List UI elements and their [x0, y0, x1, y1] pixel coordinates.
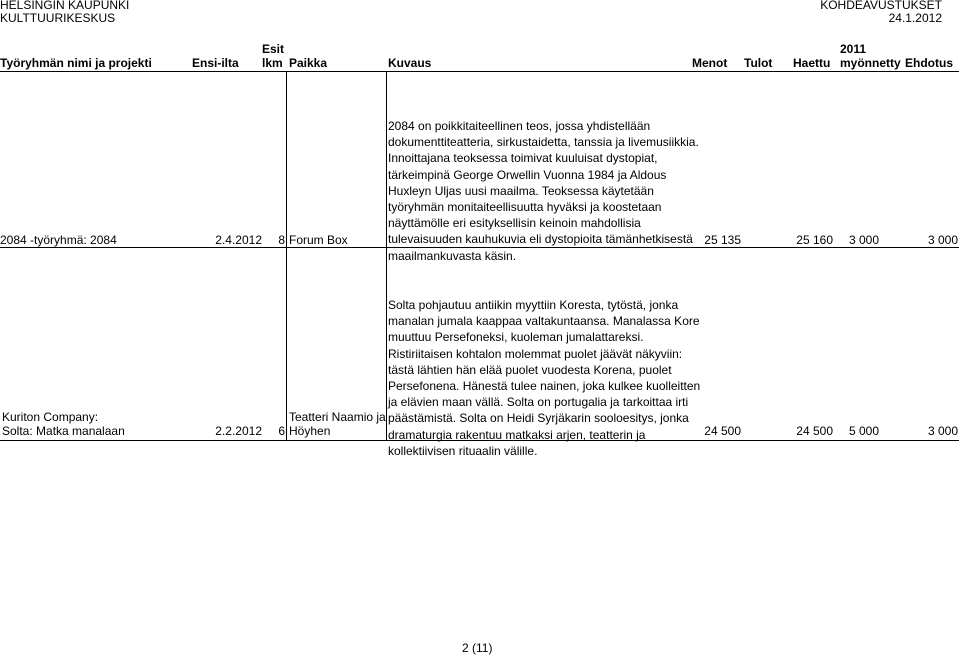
row-venue: Teatteri Naamio ja: [289, 410, 386, 424]
row-requested: 25 160: [796, 233, 833, 247]
row-performances: 6: [278, 424, 285, 438]
row-group-project: Kuriton Company:: [2, 410, 99, 424]
col-description: Kuvaus: [388, 56, 432, 70]
col-granted-top: 2011: [840, 42, 867, 56]
row-granted: 5 000: [848, 424, 879, 438]
row-performances: 8: [278, 233, 285, 247]
col-expenses: Menot: [692, 56, 728, 70]
org-name: HELSINGIN KAUPUNKI: [0, 0, 130, 12]
row-venue-line2: Höyhen: [289, 424, 331, 438]
col-performances-bottom: lkm: [262, 56, 283, 70]
row-proposal: 3 000: [927, 424, 958, 438]
col-proposal: Ehdotus: [905, 56, 953, 70]
row-expenses: 24 500: [704, 424, 741, 438]
header-bottom-border: [0, 71, 959, 72]
col-income: Tulot: [744, 56, 773, 70]
col-premiere: Ensi-ilta: [192, 56, 239, 70]
description-left-border: [386, 71, 387, 440]
col-requested: Haettu: [793, 56, 831, 70]
row-venue: Forum Box: [289, 233, 348, 247]
row-premiere: 2.4.2012: [215, 233, 262, 247]
department-name: KULTTUURIKESKUS: [0, 11, 116, 25]
row-expenses: 25 135: [704, 233, 741, 247]
col-performances-top: Esit: [262, 42, 285, 56]
col-venue: Paikka: [289, 56, 328, 70]
page-number: 2 (11): [462, 641, 493, 655]
venue-left-border: [286, 71, 287, 440]
row-requested: 24 500: [796, 424, 833, 438]
col-group-project: Työryhmän nimi ja projekti: [0, 56, 152, 70]
row-proposal: 3 000: [927, 233, 958, 247]
row-granted: 3 000: [848, 233, 879, 247]
row-project-title: Solta: Matka manalaan: [2, 424, 125, 438]
document-date: 24.1.2012: [888, 11, 942, 25]
row-group-project: 2084 -työryhmä: 2084: [0, 233, 117, 247]
col-granted-bottom: myönnetty: [840, 56, 901, 70]
document-title: KOHDEAVUSTUKSET: [820, 0, 942, 12]
row-premiere: 2.2.2012: [215, 424, 262, 438]
row-description: 2084 on poikkitaiteellinen teos, jossa yhdistellään dokumenttiteatteria, sirkustaidetta, tanssia ja livemusiikkia. Innoittajana teoksessa toimivat kuuluisat dystopiat, tärkeimpinä George Orwellin Vuonna 1984 ja Aldous Huxleyn Uljas uusi maailma. Teoksessa käytetään työryhmän monitaiteellisuutta hyväksi ja koostetaan näyttämölle eri esityksellisin keinoin mahdollisia tulevaisuuden kauhukuvia eli dystopioita tämänhetkisestä maailmankuvasta käsin.: [388, 119, 699, 263]
row-description: Solta pohjautuu antiikin myyttiin Koresta, tytöstä, jonka manalan jumala kaappaa valtakuntaansa. Manalassa Kore muuttuu Persefoneksi, kuoleman jumalattareksi. Ristiriitaisen kohtalon molemmat puolet jäävät näkyviin: tästä lähtien hän elää puolet vuodesta Korena, puolet Persefonena. Hänestä tulee nainen, joka kulkee kuolleitten ja elävien maan vällä. Solta on portugalia ja tarkoittaa irti päästämistä. Solta on Heidi Syrjäkarin sooloesitys, jonka dramaturgia rakentuu matkaksi arjen, teatterin ja kollektiivisen rituaalin välille.: [388, 298, 701, 458]
